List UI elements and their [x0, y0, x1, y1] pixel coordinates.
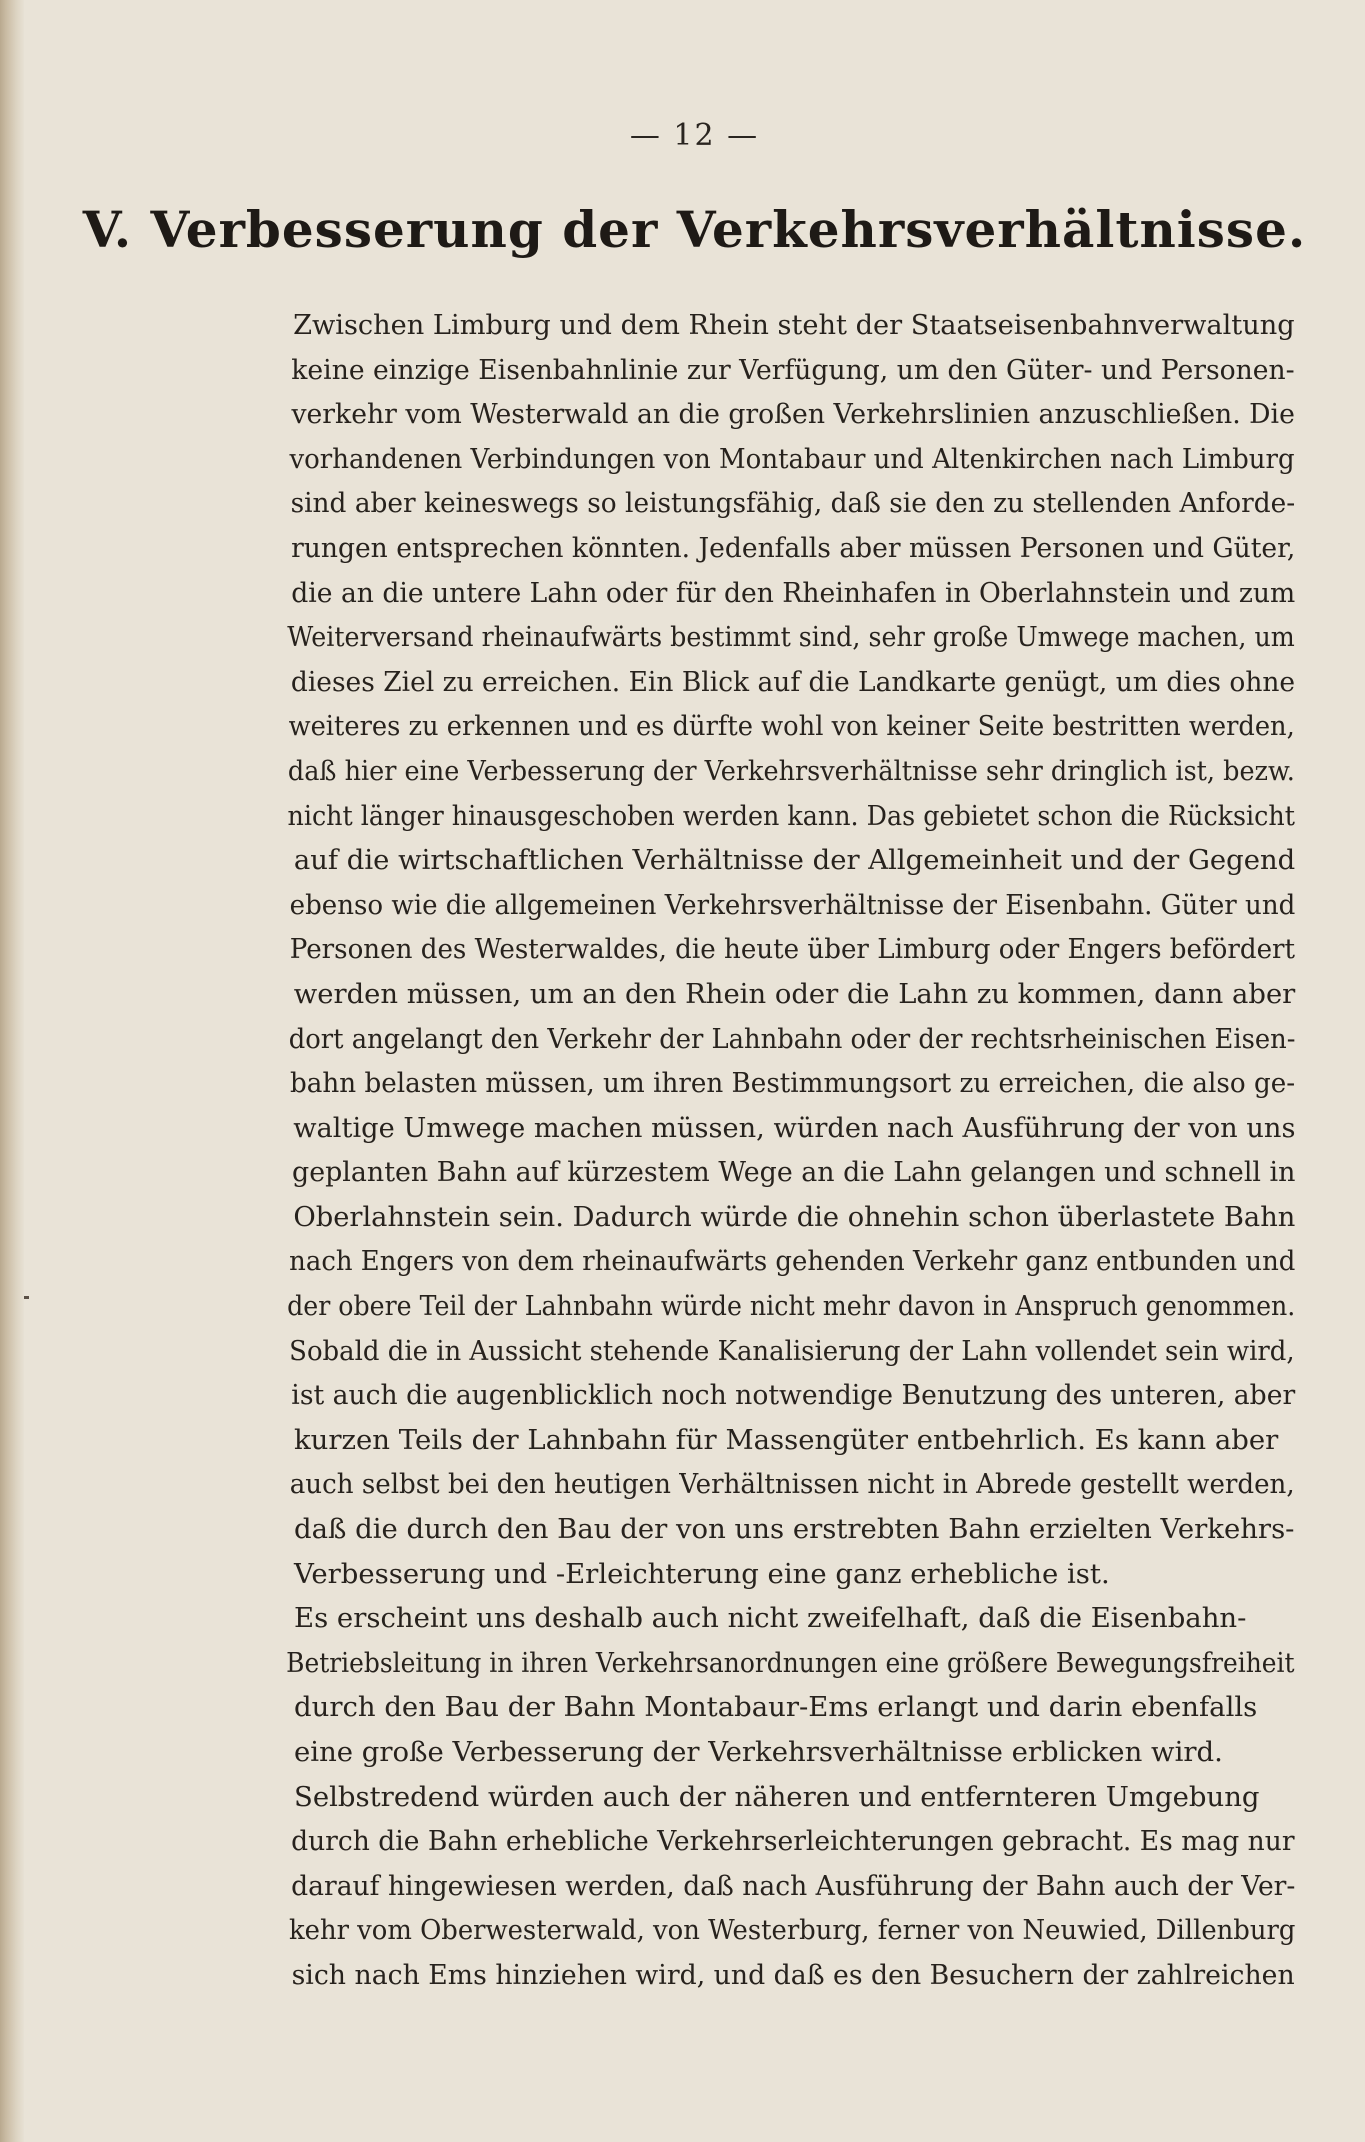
text-line: rungen entsprechen könnten. Jedenfalls aber müssen Personen und Güter,: [291, 531, 1296, 564]
text-line: Verbesserung und -Erleichterung eine ganz erhebliche ist.: [294, 1557, 1110, 1590]
page-number: — 12 —: [629, 118, 760, 153]
text-line: auch selbst bei den heutigen Verhältnissen nicht in Abrede gestellt werden,: [289, 1468, 1295, 1501]
text-line: vorhandenen Verbindungen von Montabaur und Altenkirchen nach Limburg: [289, 442, 1295, 475]
text-line: kehr vom Oberwesterwald, von Westerburg, ferner von Neuwied, Dillenburg: [288, 1914, 1296, 1947]
page-binding-edge: [0, 0, 24, 2142]
paragraph: [210, 1775, 1295, 1998]
text-line: Oberlahnstein sein. Dadurch würde die ohnehin schon überlastete Bahn: [293, 1200, 1296, 1233]
text-line: ist auch die augenblicklich noch notwendige Benutzung des unteren, aber: [291, 1379, 1296, 1412]
text-line: kurzen Teils der Lahnbahn für Massengüter entbehrlich. Es kann aber: [294, 1423, 1279, 1456]
text-line: Es erscheint uns deshalb auch nicht zweifelhaft, daß die Eisenbahn-: [294, 1602, 1247, 1635]
text-line: Weiterversand rheinaufwärts bestimmt sind, sehr große Umwege machen, um: [287, 621, 1295, 654]
document-page: [24, 0, 1365, 2142]
text-line: darauf hingewiesen werden, daß nach Ausführung der Bahn auch der Ver-: [291, 1869, 1296, 1902]
text-line: dort angelangt den Verkehr der Lahnbahn oder der rechtsrheinischen Eisen-: [288, 1022, 1296, 1055]
text-line: durch den Bau der Bahn Montabaur-Ems erlangt und darin ebenfalls: [294, 1691, 1258, 1724]
section-heading: V. Verbesserung der Verkehrsverhältnisse.: [82, 200, 1307, 259]
text-line: Betriebsleitung in ihren Verkehrsanordnungen eine größere Bewegungsfreiheit: [286, 1646, 1295, 1679]
paragraph: [210, 303, 1295, 1596]
text-line: sich nach Ems hinziehen wird, und daß es den Besuchern der zahlreichen: [291, 1958, 1295, 1991]
paragraph: [210, 1596, 1295, 1774]
text-line: daß die durch den Bau der von uns erstrebten Bahn erzielten Verkehrs-: [294, 1513, 1295, 1546]
text-line: Zwischen Limburg und dem Rhein steht der Staatseisenbahnverwaltung: [293, 309, 1295, 341]
text-line: ebenso wie die allgemeinen Verkehrsverhältnisse der Eisenbahn. Güter und: [289, 888, 1296, 921]
text-line: die an die untere Lahn oder für den Rheinhafen in Oberlahnstein und zum: [291, 576, 1296, 609]
text-line: weiteres zu erkennen und es dürfte wohl von keiner Seite bestritten werden,: [288, 710, 1295, 743]
text-line: geplanten Bahn auf kürzestem Wege an die Lahn gelangen und schnell in: [292, 1156, 1296, 1189]
text-line: keine einzige Eisenbahnlinie zur Verfügung, um den Güter- und Personen-: [291, 353, 1295, 386]
text-line: nach Engers von dem rheinaufwärts gehenden Verkehr ganz entbunden und: [289, 1245, 1296, 1278]
text-line: Personen des Westerwaldes, die heute über Limburg oder Engers befördert: [289, 933, 1296, 966]
body-text: [210, 303, 1295, 1998]
text-line: waltige Umwege machen müssen, würden nach Ausführung der von uns: [293, 1111, 1296, 1144]
paper-speck: [24, 1296, 29, 1299]
text-line: der obere Teil der Lahnbahn würde nicht mehr davon in Anspruch genommen.: [287, 1290, 1296, 1323]
text-line: bahn belasten müssen, um ihren Bestimmungsort zu erreichen, die also ge-: [290, 1067, 1296, 1100]
text-line: eine große Verbesserung der Verkehrsverhältnisse erblicken wird.: [294, 1736, 1223, 1768]
text-line: Selbstredend würden auch der näheren und entfernteren Umgebung: [294, 1780, 1260, 1813]
text-line: Sobald die in Aussicht stehende Kanalisierung der Lahn vollendet sein wird,: [289, 1334, 1295, 1367]
text-line: durch die Bahn erhebliche Verkehrserleichterungen gebracht. Es mag nur: [291, 1825, 1295, 1858]
text-line: werden müssen, um an den Rhein oder die Lahn zu kommen, dann aber: [293, 977, 1296, 1010]
text-line: verkehr vom Westerwald an die großen Verkehrslinien anzuschließen. Die: [291, 398, 1295, 431]
text-line: dieses Ziel zu erreichen. Ein Blick auf die Landkarte genügt, um dies ohne: [290, 665, 1296, 698]
text-line: daß hier eine Verbesserung der Verkehrsverhältnisse sehr dringlich ist, bezw.: [287, 754, 1295, 787]
text-line: sind aber keineswegs so leistungsfähig, daß sie den zu stellenden Anforde-: [290, 487, 1296, 520]
text-line: nicht länger hinausgeschoben werden kann. Das gebietet schon die Rücksicht: [287, 799, 1295, 832]
text-line: auf die wirtschaftlichen Verhältnisse der Allgemeinheit und der Gegend: [293, 844, 1296, 877]
